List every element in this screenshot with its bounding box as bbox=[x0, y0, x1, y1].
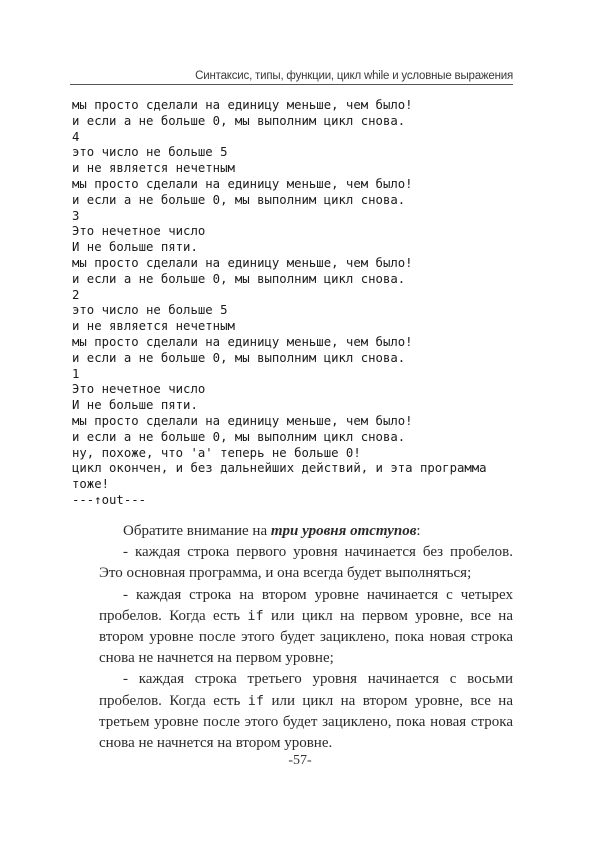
inline-code-if: if bbox=[247, 607, 264, 624]
output-line: мы просто сделали на единицу меньше, чем было! bbox=[72, 98, 413, 112]
inline-code-if: if bbox=[247, 692, 265, 709]
output-line: мы просто сделали на единицу меньше, чем было! bbox=[72, 176, 413, 191]
output-line: 3 bbox=[72, 208, 80, 223]
output-line: это число не больше 5 bbox=[72, 145, 228, 160]
output-line: мы просто сделали на единицу меньше, чем было! bbox=[72, 334, 413, 349]
level-three-description: - каждая строка третьего уровня начинается с восьми пробелов. Когда есть if или цикл на втором уровне, все на третьем уровне после этого будет зациклено, пока новая строка снова не начнется на втором уровне. bbox=[99, 671, 513, 752]
output-line: это число не больше 5 bbox=[72, 303, 228, 318]
output-line: цикл окончен, и без дальнейших действий, и эта программа bbox=[72, 461, 487, 476]
body-text bbox=[99, 521, 513, 754]
output-line: ну, похоже, что 'a' теперь не больше 0! bbox=[72, 445, 361, 460]
output-line: 2 bbox=[72, 287, 80, 302]
output-line: Это нечетное число bbox=[72, 382, 206, 397]
output-line: Это нечетное число bbox=[72, 224, 206, 239]
output-line: и если a не больше 0, мы выполним цикл снова. bbox=[72, 113, 406, 128]
level-two-description: - каждая строка на втором уровне начинается с четырех пробелов. Когда есть if или цикл на первом уровне, все на втором уровне после этого будет зациклено, пока новая строка снова не начнется на первом уровне; bbox=[99, 586, 513, 667]
output-line: И не больше пяти. bbox=[72, 240, 198, 255]
output-line: и если a не больше 0, мы выполним цикл снова. bbox=[72, 192, 406, 207]
output-line: тоже! bbox=[72, 477, 110, 492]
running-header: Синтаксис, типы, функции, цикл while и условные выражения bbox=[70, 70, 513, 85]
output-line: мы просто сделали на единицу меньше, чем было! bbox=[72, 255, 413, 270]
output-line: и не является нечетным bbox=[72, 161, 235, 176]
indent-levels-intro: Обратите внимание на три уровня отступов: bbox=[123, 523, 421, 539]
output-line: и если a не больше 0, мы выполним цикл снова. bbox=[72, 429, 406, 444]
output-line: 4 bbox=[72, 129, 80, 144]
page-number: -57- bbox=[288, 753, 312, 768]
output-line: и не является нечетным bbox=[72, 319, 235, 334]
output-line: и если a не больше 0, мы выполним цикл снова. bbox=[72, 350, 406, 365]
output-line: И не больше пяти. bbox=[72, 398, 198, 413]
output-line: ---↑out--- bbox=[72, 492, 147, 507]
output-line: 1 bbox=[72, 366, 80, 381]
output-line: мы просто сделали на единицу меньше, чем было! bbox=[72, 413, 413, 428]
program-output-block bbox=[72, 98, 542, 509]
output-line: и если a не больше 0, мы выполним цикл снова. bbox=[72, 271, 406, 286]
level-one-description: - каждая строка первого уровня начинается без пробелов. Это основная программа, и она всегда будет выполняться; bbox=[99, 544, 513, 582]
emphasis-three-levels: три уровня отступов bbox=[270, 523, 417, 539]
